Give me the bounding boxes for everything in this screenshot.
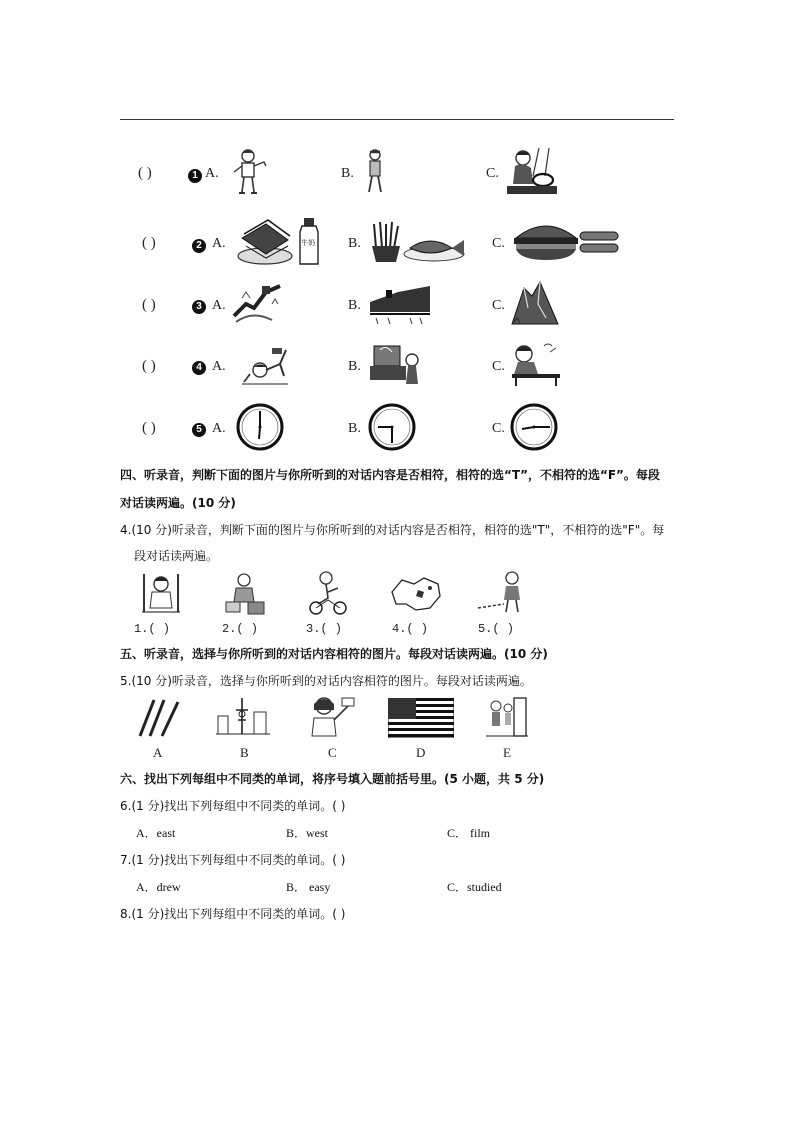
option-c-label: C. <box>492 359 505 374</box>
question-7-option-c[interactable]: C．studied <box>447 880 502 894</box>
answer-parens[interactable]: ( ) <box>142 358 156 374</box>
milk-bottle-label: 牛奶 <box>301 239 315 247</box>
question-4-text-cont: 段对话读两遍。 <box>134 549 219 563</box>
option-b-label: B. <box>341 166 354 181</box>
teacher-pointing-image <box>306 694 358 738</box>
option-b-label: B. <box>348 236 361 251</box>
section-4-heading-cont: 对话读两遍。(10 分) <box>120 496 236 510</box>
kids-at-door-image <box>484 696 530 738</box>
question-number-badge: 4 <box>192 361 206 375</box>
girl-at-window-image <box>140 572 182 614</box>
question-6-option-b[interactable]: B．west <box>286 826 329 840</box>
section-6-heading: 六、找出下列每组中不同类的单词，将序号填入题前括号里。(5 小题，共 5 分) <box>120 772 545 786</box>
picture-3-answer[interactable]: 3.( ) <box>306 622 343 636</box>
option-a-label: A. <box>212 236 226 251</box>
picture-4-answer[interactable]: 4.( ) <box>392 622 429 636</box>
picture-5-answer[interactable]: 5.( ) <box>478 622 515 636</box>
child-on-bike-image <box>306 570 350 616</box>
option-b-label: B. <box>348 421 361 436</box>
option-c-label: C. <box>486 166 499 181</box>
boy-with-tool-image <box>230 148 270 196</box>
milk-bottle-image <box>296 216 322 266</box>
walking-boy-image <box>362 148 388 196</box>
city-tower-image <box>214 696 272 738</box>
man-with-boxes-image <box>222 572 268 616</box>
question-7-text: 7.(1 分)找出下列每组中不同类的单词。( ) <box>120 853 346 867</box>
man-on-path-image <box>476 570 528 616</box>
question-8-text: 8.(1 分)找出下列每组中不同类的单词。( ) <box>120 907 346 921</box>
usa-flag-image <box>388 698 454 738</box>
picture-2-answer[interactable]: 2.( ) <box>222 622 259 636</box>
sandwich-plate-image <box>236 216 294 266</box>
question-5-text: 5.(10 分)听录音，选择与你所听到的对话内容相符的图片。每段对话读两遍。 <box>120 674 532 688</box>
question-6-option-c[interactable]: C． film <box>447 826 491 840</box>
great-wall-image <box>232 280 284 326</box>
question-number-badge: 5 <box>192 423 206 437</box>
answer-parens[interactable]: ( ) <box>142 420 156 436</box>
option-c-label: C. <box>492 298 505 313</box>
section-4-heading: 四、听录音，判断下面的图片与你所听到的对话内容是否相符，相符的选“T”，不相符的选“F”。每段 <box>120 468 660 482</box>
option-c-label: C. <box>492 421 505 436</box>
picture-d-caption: D <box>416 745 426 760</box>
picture-c-caption: C <box>328 745 337 760</box>
option-b-label: B. <box>348 298 361 313</box>
clock-icon <box>510 403 558 451</box>
palace-image <box>368 282 432 326</box>
question-6-option-a[interactable]: A．east <box>136 826 176 840</box>
clock-icon <box>368 403 416 451</box>
mountain-peak-image <box>510 278 560 328</box>
option-c-label: C. <box>492 236 505 251</box>
boy-at-desk-image <box>510 340 562 388</box>
option-a-label: A. <box>212 298 226 313</box>
chopsticks-image <box>134 696 182 738</box>
picture-1-answer[interactable]: 1.( ) <box>134 622 171 636</box>
question-7-option-b[interactable]: B． easy <box>286 880 331 894</box>
header-rule <box>120 119 674 120</box>
question-4-text: 4.(10 分)听录音，判断下面的图片与你所听到的对话内容是否相符，相符的选"T"，不相符的选"F"。每 <box>120 523 665 537</box>
question-number-badge: 2 <box>192 239 206 253</box>
fries-and-fish-image <box>370 218 466 264</box>
question-number-badge: 1 <box>188 169 202 183</box>
answer-parens[interactable]: ( ) <box>138 165 152 181</box>
question-number-badge: 3 <box>192 300 206 314</box>
option-b-label: B. <box>348 359 361 374</box>
driver-at-wheel-image <box>505 146 559 196</box>
option-a-label: A. <box>205 166 219 181</box>
picture-e-caption: E <box>503 745 511 760</box>
picture-b-caption: B <box>240 745 249 760</box>
tv-room-image <box>368 340 422 388</box>
question-6-text: 6.(1 分)找出下列每组中不同类的单词。( ) <box>120 799 346 813</box>
clock-icon <box>236 403 284 451</box>
question-7-option-a[interactable]: A．drew <box>136 880 181 894</box>
answer-parens[interactable]: ( ) <box>142 297 156 313</box>
hamburger-and-hotdogs-image <box>512 218 620 264</box>
option-a-label: A. <box>212 421 226 436</box>
china-map-image <box>388 574 444 614</box>
option-a-label: A. <box>212 359 226 374</box>
fallen-boy-image <box>240 340 290 388</box>
picture-a-caption: A <box>153 745 163 760</box>
answer-parens[interactable]: ( ) <box>142 235 156 251</box>
section-5-heading: 五、听录音，选择与你所听到的对话内容相符的图片。每段对话读两遍。(10 分) <box>120 647 548 661</box>
